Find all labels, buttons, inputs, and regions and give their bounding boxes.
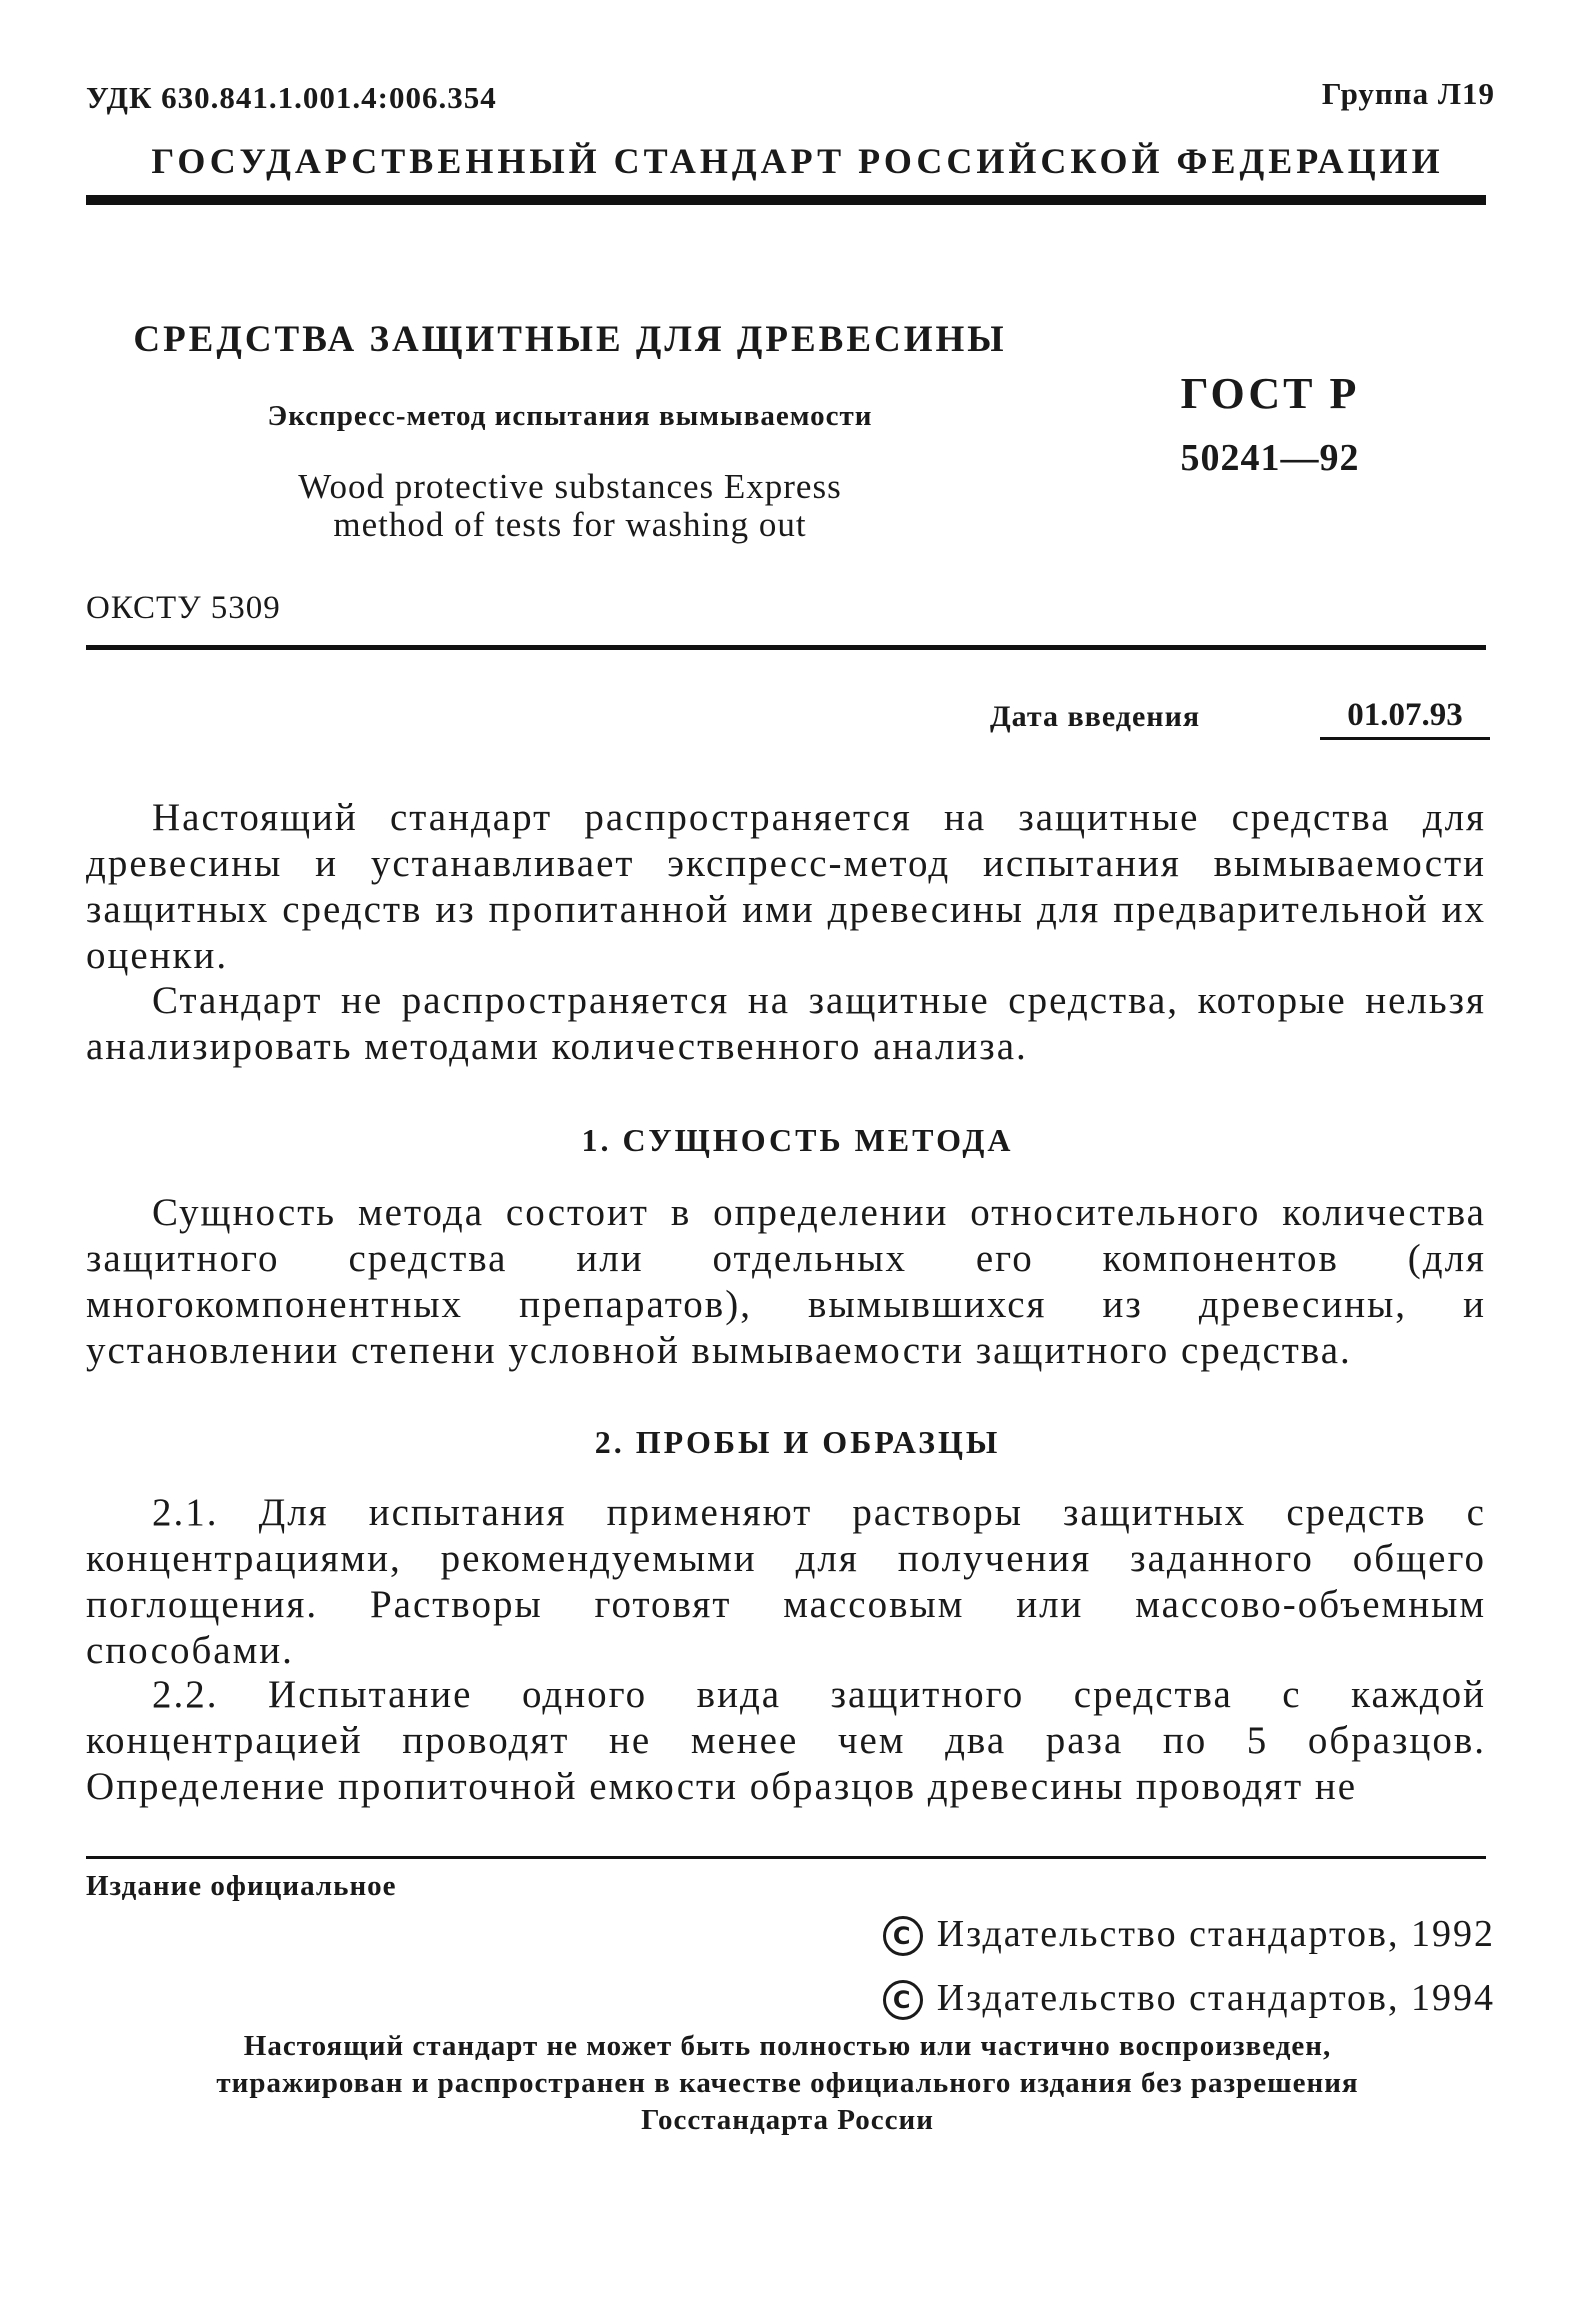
intro-paragraph-1: Настоящий стандарт распространяется на защитные средства для древесины и устанавливает экспресс-метод испытания вымываемости защитных средств из пропитанной ими древесины для предварительной их оценки. bbox=[86, 796, 1486, 977]
copyright-line-2 bbox=[883, 1976, 1495, 2020]
gost-label: ГОСТ Р bbox=[1180, 369, 1360, 418]
clause-2-1: 2.1. Для испытания применяют растворы защитных средств с концентрациями, рекомендуемыми для получения заданного общего поглощения. Растворы готовят массовым или массово-объемным способами. bbox=[86, 1491, 1486, 1672]
notice-line-2: тиражирован и распространен в качестве официального издания без разрешения bbox=[216, 2067, 1359, 2099]
okstu-code: ОКСТУ 5309 bbox=[86, 590, 281, 626]
edition-label: Издание официальное bbox=[86, 1870, 397, 1902]
state-standard-heading: ГОСУДАРСТВЕННЫЙ СТАНДАРТ РОССИЙСКОЙ ФЕДЕРАЦИИ bbox=[151, 141, 1444, 181]
copyright-icon: C bbox=[883, 1980, 923, 2020]
udk-code: УДК 630.841.1.001.4:006.354 bbox=[86, 80, 497, 115]
copyright-line-1 bbox=[883, 1912, 1495, 1956]
notice-line-1: Настоящий стандарт не может быть полностью или частично воспроизведен, bbox=[243, 2030, 1332, 2062]
english-title bbox=[0, 468, 1140, 544]
english-title-line2: method of tests for washing out bbox=[333, 505, 807, 544]
group-code: Группа Л19 bbox=[1321, 76, 1495, 111]
document-title: СРЕДСТВА ЗАЩИТНЫЕ ДЛЯ ДРЕВЕСИНЫ bbox=[133, 319, 1007, 360]
reproduction-notice bbox=[80, 2028, 1495, 2139]
copyright-icon: C bbox=[883, 1916, 923, 1956]
footer-rule bbox=[86, 1856, 1486, 1859]
copyright-text-1: Издательство стандартов, 1992 bbox=[936, 1913, 1495, 1955]
copyright-text-2: Издательство стандартов, 1994 bbox=[936, 1977, 1495, 2019]
notice-line-3: Госстандарта России bbox=[641, 2104, 934, 2136]
document-subtitle: Экспресс-метод испытания вымываемости bbox=[267, 400, 873, 432]
date-label: Дата введения bbox=[990, 700, 1201, 733]
gost-number: 50241—92 bbox=[1180, 437, 1360, 479]
section-1-heading: 1. СУЩНОСТЬ МЕТОДА bbox=[581, 1122, 1014, 1158]
english-title-line1: Wood protective substances Express bbox=[298, 467, 842, 506]
section-2-heading: 2. ПРОБЫ И ОБРАЗЦЫ bbox=[594, 1424, 1001, 1460]
clause-2-2: 2.2. Испытание одного вида защитного средства с каждой концентрацией проводят не менее чем два раза по 5 образцов. Определение пропиточной емкости образцов древесины проводят не bbox=[86, 1673, 1486, 1808]
header-rule bbox=[86, 195, 1486, 205]
title-rule bbox=[86, 645, 1486, 650]
intro-paragraph-2: Стандарт не распространяется на защитные средства, которые нельзя анализировать методами количественного анализа. bbox=[86, 979, 1486, 1068]
date-value: 01.07.93 bbox=[1320, 697, 1490, 740]
section-1-text: Сущность метода состоит в определении относительного количества защитного средства или отдельных его компонентов (для многокомпонентных препаратов), вымывшихся из древесины, и установлении степени условной вымываемости защитного средства. bbox=[86, 1191, 1486, 1372]
